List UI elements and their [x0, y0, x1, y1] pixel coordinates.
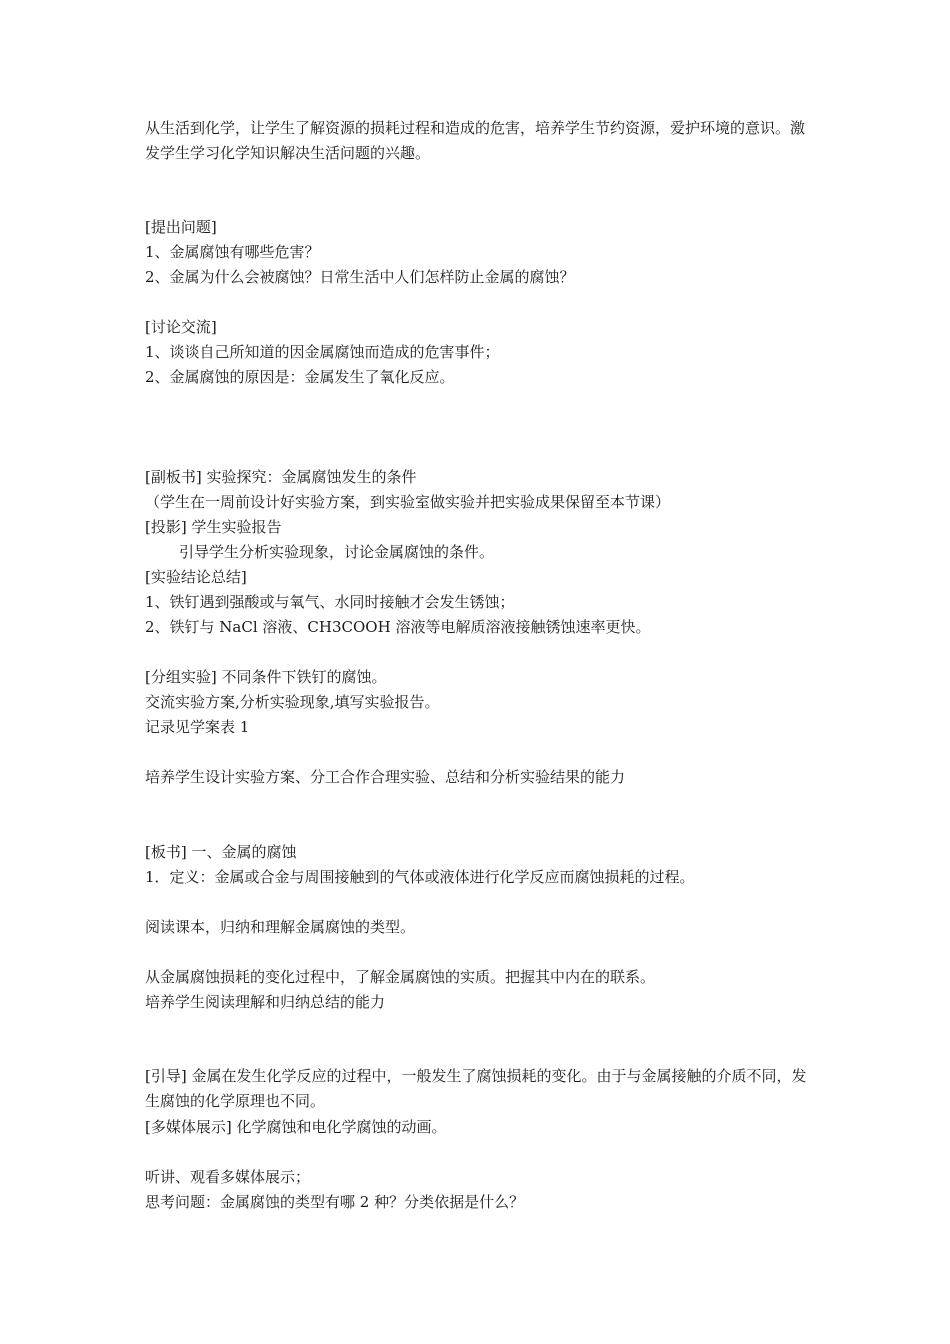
group-experiment-task: 交流实验方案,分析实验现象,填写实验报告。 — [145, 693, 440, 711]
thinking-question: 思考问题：金属腐蚀的类型有哪 2 种？分类依据是什么？ — [145, 1193, 525, 1211]
discussion-item-1: 1、谈谈自己所知道的因金属腐蚀而造成的危害事件； — [145, 343, 500, 361]
projection-heading: [投影] 学生实验报告 — [145, 518, 282, 536]
group-experiment-heading: [分组实验] 不同条件下铁钉的腐蚀。 — [145, 668, 387, 686]
record-reference: 记录见学案表 1 — [145, 718, 250, 736]
definition-line: 1．定义：金属或合金与周围接触到的气体或液体进行化学反应而腐蚀损耗的过程。 — [145, 868, 695, 886]
ability-goal-2: 培养学生阅读理解和归纳总结的能力 — [145, 993, 386, 1011]
discussion-item-2: 2、金属腐蚀的原因是：金属发生了氧化反应。 — [145, 368, 455, 386]
ability-goal-1: 培养学生设计实验方案、分工合作合理实验、总结和分析实验结果的能力 — [145, 768, 626, 786]
intro-paragraph: 从生活到化学，让学生了解资源的损耗过程和造成的危害，培养学生节约资源，爱护环境的意识。激发学生学习化学知识解决生活问题的兴趣。 — [145, 119, 806, 162]
multimedia-heading: [多媒体展示] 化学腐蚀和电化学腐蚀的动画。 — [145, 1118, 447, 1136]
board-heading: [板书] 一、金属的腐蚀 — [145, 843, 297, 861]
discussion-heading: [讨论交流] — [145, 318, 217, 336]
conclusion-item-2: 2、铁钉与 NaCl 溶液、CH3COOH 溶液等电解质溶液接触锈蚀速率更快。 — [145, 618, 651, 636]
essence-line: 从金属腐蚀损耗的变化过程中，了解金属腐蚀的实质。把握其中内在的联系。 — [145, 968, 656, 986]
secondary-board-heading: [副板书] 实验探究：金属腐蚀发生的条件 — [145, 468, 417, 486]
listen-line: 听讲、观看多媒体展示； — [145, 1168, 311, 1186]
reading-task: 阅读课本，归纳和理解金属腐蚀的类型。 — [145, 918, 416, 936]
question-item-1: 1、金属腐蚀有哪些危害？ — [145, 243, 320, 261]
conclusion-item-1: 1、铁钉遇到强酸或与氧气、水同时接触才会发生锈蚀； — [145, 593, 515, 611]
question-heading: [提出问题] — [145, 218, 217, 236]
guidance-paragraph: [引导] 金属在发生化学反应的过程中，一般发生了腐蚀损耗的变化。由于与金属接触的介质不同，发生腐蚀的化学原理也不同。 — [145, 1067, 807, 1110]
conclusion-heading: [实验结论总结] — [145, 568, 247, 586]
preparation-note: （学生在一周前设计好实验方案，到实验室做实验并把实验成果保留至本节课） — [145, 493, 671, 511]
question-item-2: 2、金属为什么会被腐蚀？日常生活中人们怎样防止金属的腐蚀？ — [145, 268, 575, 286]
guide-line: 引导学生分析实验现象，讨论金属腐蚀的条件。 — [179, 543, 495, 561]
